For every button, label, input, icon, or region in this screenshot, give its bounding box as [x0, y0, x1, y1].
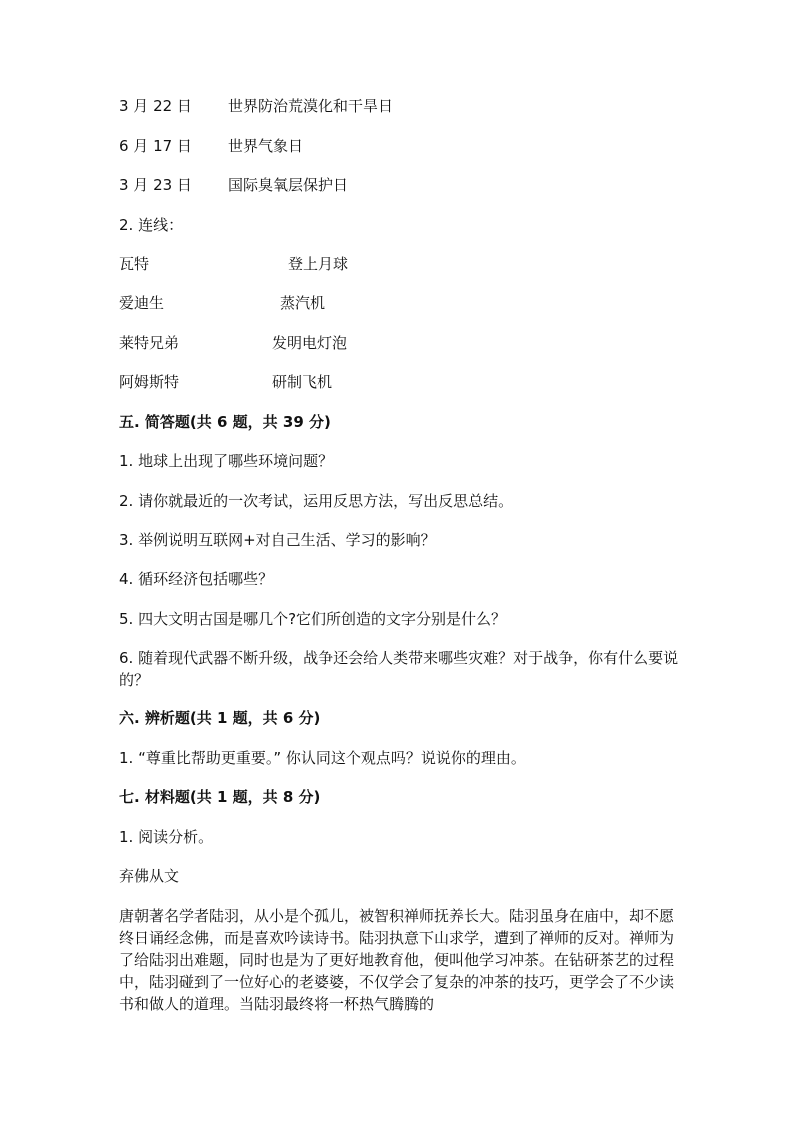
date-label: 3 月 23 日: [119, 176, 192, 194]
date-row: [119, 96, 192, 116]
match-left: 瓦特: [119, 255, 150, 273]
passage-title: 弃佛从文: [119, 867, 180, 885]
question-item: 3. 举例说明互联网+对自己生活、学习的影响？: [119, 531, 436, 549]
date-row: [119, 136, 192, 156]
section-heading: 六. 辨析题(共 1 题，共 6 分): [119, 709, 321, 727]
question-item: 1. 地球上出现了哪些环境问题？: [119, 452, 334, 470]
match-right: 发明电灯泡: [272, 334, 348, 352]
question-item: 1. “尊重比帮助更重要。” 你认同这个观点吗？说说你的理由。: [119, 749, 526, 767]
match-left: 爱迪生: [119, 294, 165, 312]
question-item: 4. 循环经济包括哪些？: [119, 570, 274, 588]
section-heading: 七. 材料题(共 1 题，共 8 分): [119, 788, 321, 806]
match-right: 蒸汽机: [280, 294, 326, 312]
match-left: 莱特兄弟: [119, 334, 180, 352]
passage-text: 唐朝著名学者陆羽，从小是个孤儿，被智积禅师抚养长大。陆羽虽身在庙中，却不愿终日诵经念佛，而是喜欢吟读诗书。陆羽执意下山求学，遭到了禅师的反对。禅师为了给陆羽出难题，同时也是为了更好地教育他，便叫他学习冲茶。在钻研茶艺的过程中，陆羽碰到了一位好心的老婆婆，不仅学会了复杂的冲茶的技巧，更学会了不少读书和做人的道理。当陆羽最终将一杯热气腾腾的: [119, 907, 675, 1013]
date-label: 3 月 22 日: [119, 97, 192, 115]
question-item: 1. 阅读分析。: [119, 828, 214, 846]
date-event: 国际臭氧层保护日: [228, 176, 349, 194]
date-label: 6 月 17 日: [119, 137, 192, 155]
match-right: 登上月球: [288, 255, 349, 273]
match-right: 研制飞机: [272, 373, 333, 391]
date-event: 世界气象日: [228, 137, 304, 155]
question-item: 6. 随着现代武器不断升级，战争还会给人类带来哪些灾难？对于战争，你有什么要说的？: [119, 649, 679, 689]
section-heading: 五. 简答题(共 6 题，共 39 分): [119, 413, 331, 431]
match-left: 阿姆斯特: [119, 373, 180, 391]
question-item: 2. 请你就最近的一次考试，运用反思方法，写出反思总结。: [119, 492, 514, 510]
date-event: 世界防治荒漠化和干旱日: [228, 97, 394, 115]
question-item: 5. 四大文明古国是哪几个?它们所创造的文字分别是什么？: [119, 610, 507, 628]
date-row: [119, 175, 192, 195]
question-label: 2. 连线：: [119, 216, 184, 234]
